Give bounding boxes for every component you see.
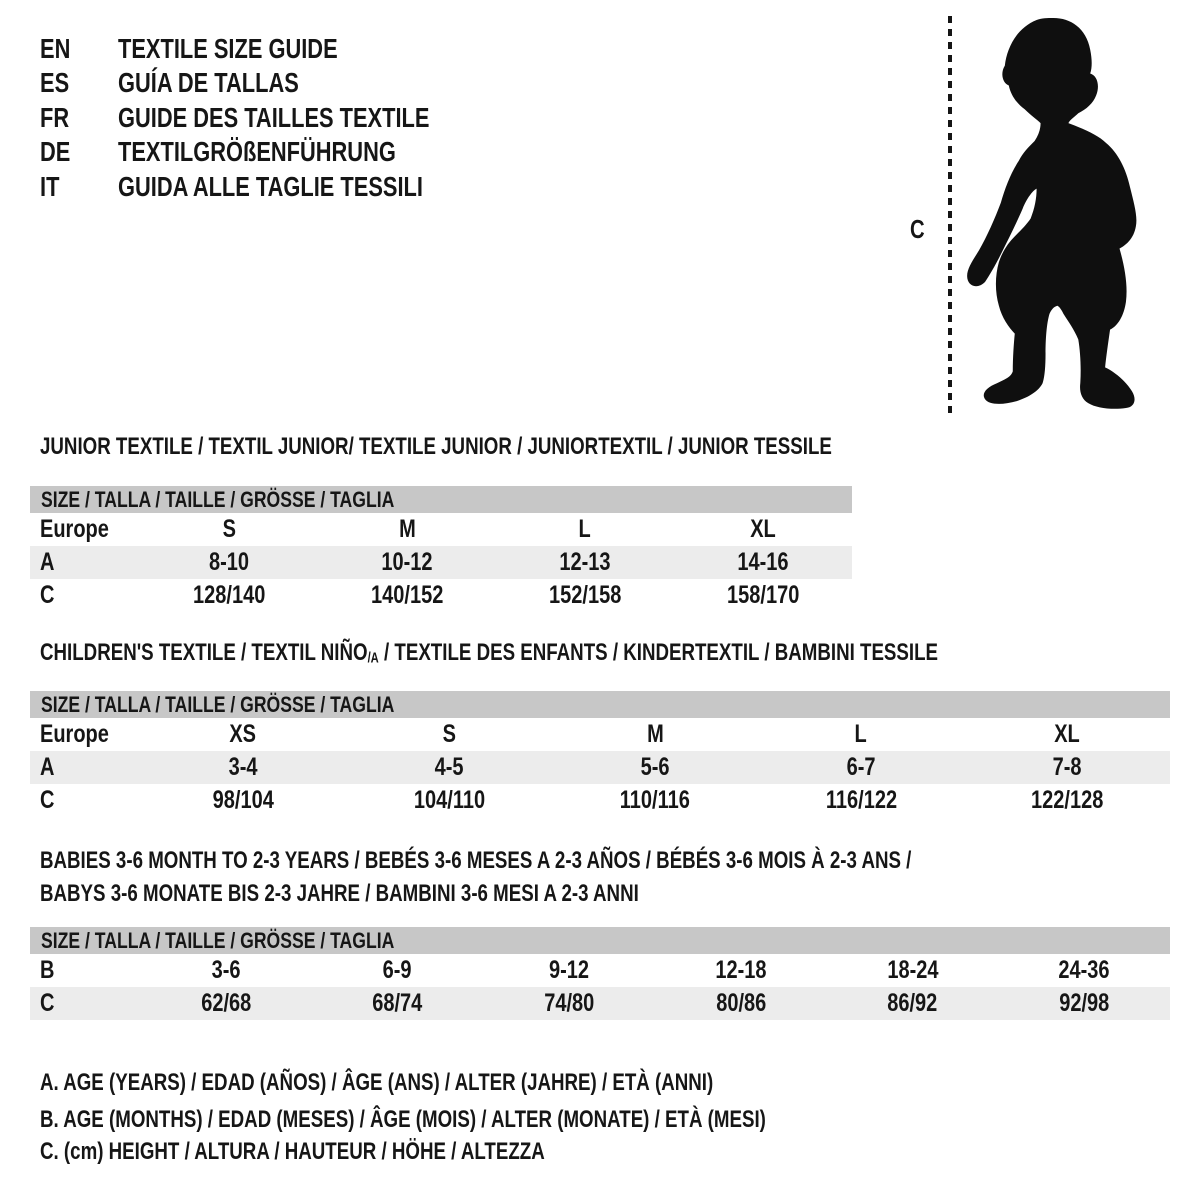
legend-line-b-text: B. AGE (MONTHS) / EDAD (MESES) / ÂGE (MOIS) / ALTER (MONATE) / ETÀ (MESI) xyxy=(40,1106,766,1133)
col-header-cell xyxy=(140,720,346,749)
table-row xyxy=(30,546,852,579)
row-label-cell xyxy=(30,548,140,577)
value-cell xyxy=(998,989,1170,1018)
legend-line-b xyxy=(40,1106,971,1134)
cell-value: 6-9 xyxy=(383,956,412,984)
value-cell xyxy=(483,956,655,985)
row-label-cell xyxy=(30,581,140,610)
language-row xyxy=(40,67,350,99)
col-header: M xyxy=(646,720,664,748)
children-section-title xyxy=(40,639,1191,667)
babies-section-title-line1-text: BABIES 3-6 MONTH TO 2-3 YEARS / BEBÉS 3-6 MESES A 2-3 AÑOS / BÉBÉS 3-6 MOIS À 2-3 ANS / xyxy=(40,847,912,874)
cell-value: 8-10 xyxy=(208,548,250,576)
legend-line-c-text: C. (cm) HEIGHT / ALTURA / HAUTEUR / HÖHE / ALTEZZA xyxy=(40,1138,545,1165)
col-header: S xyxy=(442,720,456,748)
legend-line-c xyxy=(40,1138,687,1166)
language-label-text: GUÍA DE TALLAS xyxy=(118,67,299,98)
language-row xyxy=(40,33,400,65)
height-marker-label xyxy=(910,214,929,245)
children-title-part2: / TEXTILE DES ENFANTS / KINDERTEXTIL / BAMBINI TESSILE xyxy=(378,639,939,666)
size-header-bar xyxy=(30,486,852,513)
children-size-table xyxy=(30,691,1170,817)
value-cell xyxy=(655,956,827,985)
value-cell xyxy=(318,548,496,577)
cell-value: 110/116 xyxy=(619,786,691,814)
value-cell xyxy=(140,956,312,985)
size-header-bar xyxy=(30,691,1170,718)
row-label: A xyxy=(40,548,55,576)
row-label: Europe xyxy=(40,515,109,543)
cell-value: 3-6 xyxy=(211,956,241,984)
col-header: XL xyxy=(750,515,776,543)
language-label xyxy=(118,102,517,134)
value-cell xyxy=(346,786,552,815)
junior-size-table xyxy=(30,486,852,612)
toddler-silhouette xyxy=(958,12,1144,414)
value-cell xyxy=(674,548,852,577)
size-header-label: SIZE / TALLA / TAILLE / GRÖSSE / TAGLIA xyxy=(41,927,395,953)
language-code xyxy=(40,102,118,134)
language-code xyxy=(40,67,118,99)
language-label xyxy=(118,136,474,168)
size-header-label: SIZE / TALLA / TAILLE / GRÖSSE / TAGLIA xyxy=(41,486,395,512)
col-header: L xyxy=(854,720,868,748)
table-row xyxy=(30,987,1170,1020)
value-cell xyxy=(496,548,674,577)
row-label: C xyxy=(40,989,55,1017)
value-cell xyxy=(827,989,999,1018)
language-code-text: ES xyxy=(40,67,70,98)
row-label: C xyxy=(40,581,55,609)
table-row xyxy=(30,751,1170,784)
col-header-cell xyxy=(496,515,674,544)
cell-value: 14-16 xyxy=(737,548,789,576)
cell-value: 9-12 xyxy=(549,956,590,984)
language-code-text: IT xyxy=(40,171,60,202)
cell-value: 18-24 xyxy=(886,956,939,984)
language-code-text: DE xyxy=(40,136,71,167)
value-cell xyxy=(827,956,999,985)
col-header: M xyxy=(398,515,416,543)
language-label-text: TEXTILE SIZE GUIDE xyxy=(118,33,338,64)
language-row xyxy=(40,102,517,134)
language-row xyxy=(40,136,474,168)
table-row xyxy=(30,579,852,612)
babies-section-title-line1 xyxy=(40,847,1157,875)
col-header: XS xyxy=(229,720,257,748)
value-cell xyxy=(964,786,1170,815)
cell-value: 104/110 xyxy=(413,786,485,814)
row-label-cell xyxy=(30,720,140,749)
value-cell xyxy=(483,989,655,1018)
value-cell xyxy=(140,581,318,610)
value-cell xyxy=(674,581,852,610)
value-cell xyxy=(318,581,496,610)
cell-value: 12-18 xyxy=(715,956,767,984)
cell-value: 62/68 xyxy=(200,989,251,1017)
legend-line-a xyxy=(40,1069,903,1097)
junior-section-title xyxy=(40,433,1055,461)
col-header-cell xyxy=(758,720,964,749)
col-header-cell xyxy=(318,515,496,544)
value-cell xyxy=(655,989,827,1018)
language-label-text: GUIDE DES TAILLES TEXTILE xyxy=(118,102,430,133)
value-cell xyxy=(140,548,318,577)
cell-value: 80/86 xyxy=(715,989,766,1017)
row-label-cell xyxy=(30,956,140,985)
value-cell xyxy=(964,753,1170,782)
value-cell xyxy=(312,956,484,985)
cell-value: 5-6 xyxy=(640,753,670,781)
cell-value: 74/80 xyxy=(544,989,595,1017)
cell-value: 4-5 xyxy=(434,753,464,781)
cell-value: 3-4 xyxy=(228,753,258,781)
junior-section-title-text: JUNIOR TEXTILE / TEXTIL JUNIOR/ TEXTILE JUNIOR / JUNIORTEXTIL / JUNIOR TESSILE xyxy=(40,433,832,460)
value-cell xyxy=(496,581,674,610)
value-cell xyxy=(552,786,758,815)
language-label xyxy=(118,33,400,65)
row-label: C xyxy=(40,786,55,814)
cell-value: 68/74 xyxy=(372,989,423,1017)
children-title-subscript: /A xyxy=(367,650,379,667)
table-row xyxy=(30,954,1170,987)
row-label: B xyxy=(40,956,55,984)
col-header: S xyxy=(222,515,236,543)
value-cell xyxy=(140,786,346,815)
row-label-cell xyxy=(30,753,140,782)
row-label-cell xyxy=(30,786,140,815)
language-label-text: GUIDA ALLE TAGLIE TESSILI xyxy=(118,171,423,202)
value-cell xyxy=(140,989,312,1018)
cell-value: 128/140 xyxy=(192,581,266,609)
cell-value: 24-36 xyxy=(1058,956,1110,984)
size-header-bar xyxy=(30,927,1170,954)
size-header-label: SIZE / TALLA / TAILLE / GRÖSSE / TAGLIA xyxy=(41,691,395,717)
cell-value: 10-12 xyxy=(381,548,433,576)
col-header-cell xyxy=(346,720,552,749)
table-row xyxy=(30,718,1170,751)
language-code xyxy=(40,33,118,65)
language-label xyxy=(118,171,509,203)
col-header: L xyxy=(578,515,592,543)
value-cell xyxy=(998,956,1170,985)
children-title-part1: CHILDREN'S TEXTILE / TEXTIL NIÑO xyxy=(40,639,368,666)
babies-size-table xyxy=(30,927,1170,1020)
row-label: Europe xyxy=(40,720,109,748)
legend-line-a-text: A. AGE (YEARS) / EDAD (AÑOS) / ÂGE (ANS) / ALTER (JAHRE) / ETÀ (ANNI) xyxy=(40,1069,714,1096)
col-header-cell xyxy=(964,720,1170,749)
value-cell xyxy=(140,753,346,782)
col-header-cell xyxy=(552,720,758,749)
table-row xyxy=(30,513,852,546)
value-cell xyxy=(346,753,552,782)
cell-value: 92/98 xyxy=(1059,989,1110,1017)
children-section-title-text xyxy=(40,639,938,667)
language-label xyxy=(118,67,350,99)
language-code xyxy=(40,171,118,203)
cell-value: 140/152 xyxy=(370,581,444,609)
value-cell xyxy=(758,786,964,815)
cell-value: 86/92 xyxy=(887,989,938,1017)
cell-value: 6-7 xyxy=(846,753,876,781)
cell-value: 7-8 xyxy=(1052,753,1082,781)
value-cell xyxy=(758,753,964,782)
col-header: XL xyxy=(1054,720,1080,748)
row-label-cell xyxy=(30,989,140,1018)
table-row xyxy=(30,784,1170,817)
cell-value: 152/158 xyxy=(548,581,622,609)
cell-value: 98/104 xyxy=(212,786,274,814)
value-cell xyxy=(552,753,758,782)
language-code xyxy=(40,136,118,168)
cell-value: 122/128 xyxy=(1030,786,1104,814)
cell-value: 12-13 xyxy=(559,548,611,576)
cell-value: 116/122 xyxy=(825,786,897,814)
row-label: A xyxy=(40,753,55,781)
cell-value: 158/170 xyxy=(726,581,800,609)
babies-section-title-line2-text: BABYS 3-6 MONATE BIS 2-3 JAHRE / BAMBINI 3-6 MESI A 2-3 ANNI xyxy=(40,880,639,907)
value-cell xyxy=(312,989,484,1018)
language-code-text: FR xyxy=(40,102,70,133)
language-row xyxy=(40,171,509,203)
height-marker-line xyxy=(948,16,952,418)
col-header-cell xyxy=(140,515,318,544)
col-header-cell xyxy=(674,515,852,544)
language-label-text: TEXTILGRÖßENFÜHRUNG xyxy=(118,136,396,167)
row-label-cell xyxy=(30,515,140,544)
height-marker-label-text: C xyxy=(910,214,925,244)
language-code-text: EN xyxy=(40,33,71,64)
babies-section-title-line2 xyxy=(40,880,808,908)
